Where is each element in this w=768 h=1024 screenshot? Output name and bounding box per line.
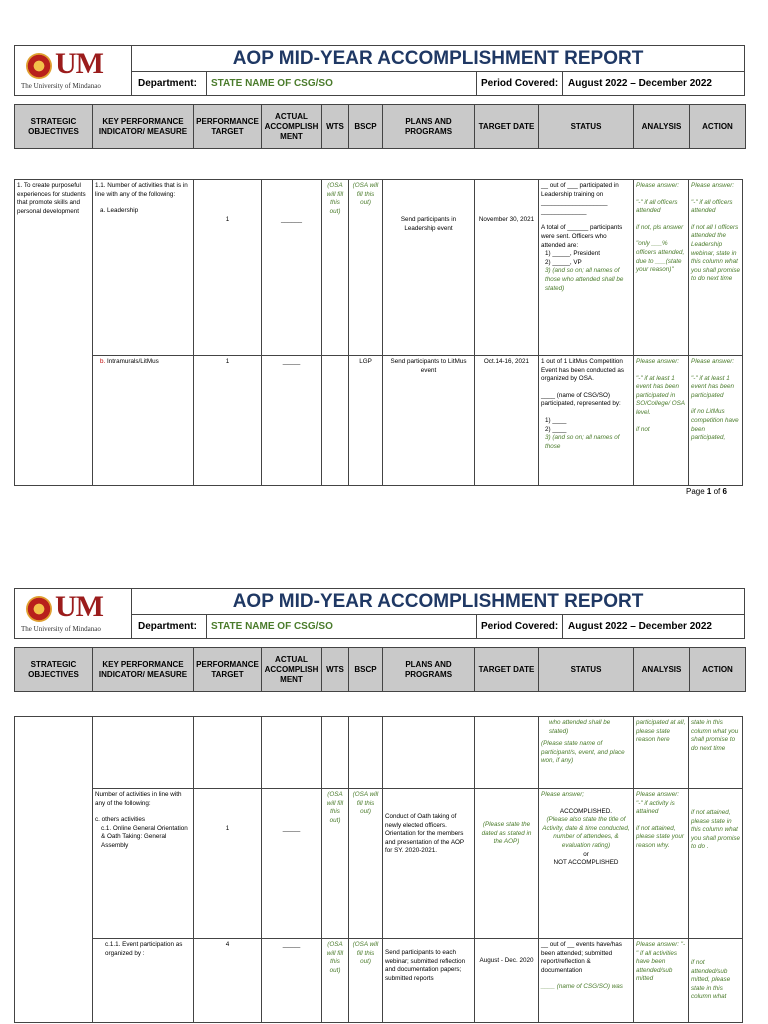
target-value: 1 <box>225 216 230 223</box>
plans-cell <box>383 717 475 789</box>
column-header-table <box>14 104 746 149</box>
actual-value: _____ <box>282 941 301 948</box>
page-number <box>686 487 727 496</box>
bscp-cell <box>349 180 383 356</box>
report-page-1 <box>14 45 745 496</box>
kpi-label: Intramurals/LitMus <box>105 358 159 365</box>
bscp-text: (OSA will fill this out) <box>352 941 379 966</box>
university-seal-icon <box>26 53 52 79</box>
logo-subtitle: The University of Mindanao <box>21 625 101 633</box>
analysis-text: "-" if all officers attended <box>636 198 678 215</box>
col-target-date: TARGET DATE <box>475 648 539 692</box>
report-header <box>14 45 745 97</box>
wts-text: (OSA will fill this out) <box>326 791 344 824</box>
action-text: if not attained, please state in this column what you shall promise to do . <box>691 809 740 851</box>
plans-text: Conduct of Oath taking of newly elected officers. Orientation for the members and presentation of the AOP for SY. 2020-2021. <box>385 813 465 855</box>
kpi-text: Number of activities in line with any of the following: <box>95 791 182 807</box>
analysis-cell <box>634 789 689 939</box>
col-analysis: ANALYSIS <box>634 648 690 692</box>
status-text: (Please state name of participant/s, event, and place won, if any) <box>541 740 625 765</box>
actual-value: _____ <box>282 825 301 832</box>
bscp-text: (OSA will fill this out) <box>352 791 379 816</box>
report-title: AOP MID-YEAR ACCOMPLISHMENT REPORT <box>132 45 745 72</box>
col-status: STATUS <box>539 105 634 149</box>
col-kpi: KEY PERFORMANCE INDICATOR/ MEASURE <box>93 105 194 149</box>
target-cell <box>194 356 262 486</box>
date-cell <box>475 180 539 356</box>
status-cell <box>539 180 634 356</box>
target-value: 4 <box>225 941 230 948</box>
col-performance-target: PERFORMANCE TARGET <box>194 105 262 149</box>
action-text: "-" if all officers attended <box>691 198 733 215</box>
col-plans-programs: PLANS AND PROGRAMS <box>383 105 475 149</box>
report-header <box>14 588 745 640</box>
target-cell <box>194 939 262 1023</box>
actual-cell <box>262 789 322 939</box>
objective-cell <box>15 180 93 486</box>
col-kpi: KEY PERFORMANCE INDICATOR/ MEASURE <box>93 648 194 692</box>
analysis-text: Please answer: "-" if all activities have been attended/sub mitted <box>636 941 686 983</box>
actual-cell <box>262 356 322 486</box>
department-row <box>132 615 745 639</box>
department-label: Department: <box>138 78 197 89</box>
wts-cell <box>322 939 349 1023</box>
report-title: AOP MID-YEAR ACCOMPLISHMENT REPORT <box>132 588 745 615</box>
page-number-of: of <box>711 487 723 496</box>
action-text: "-" if at least 1 event has been participated <box>691 374 735 399</box>
col-status: STATUS <box>539 648 634 692</box>
date-cell <box>475 789 539 939</box>
actual-cell <box>262 180 322 356</box>
table-row <box>15 180 743 356</box>
actual-cell <box>262 717 322 789</box>
plans-text: Send participants to each webinar; submitted reflection and documentation papers; submitted reports <box>385 949 466 982</box>
page-number-total: 6 <box>722 487 727 496</box>
status-text: 1 out of 1 LitMus Competition Event has been conducted as organized by OSA. <box>541 358 624 383</box>
status-cell <box>539 939 634 1023</box>
kpi-text: c. others activities <box>95 816 146 824</box>
analysis-cell <box>634 939 689 1023</box>
period-label: Period Covered: <box>476 615 562 638</box>
department-label: Department: <box>138 621 197 632</box>
table-row <box>15 789 743 939</box>
date-text: Oct.14-16, 2021 <box>483 358 530 365</box>
actual-value: _____ <box>282 358 301 365</box>
analysis-text: participated at all, please state reason here <box>636 719 686 744</box>
objective-text: 1. To create purposeful experiences for students that promote skills and personal development <box>17 182 86 215</box>
date-text: (Please state the dated as stated in the AOP) <box>481 821 532 846</box>
action-text: state in this column what you shall promise to do next time <box>691 719 739 752</box>
status-text: 1) _____, President <box>545 250 600 258</box>
university-logo <box>14 588 132 639</box>
status-text: __ out of __ events have/has been attended; submitted report/reflection & documentation <box>541 941 622 974</box>
plans-cell <box>383 789 475 939</box>
plans-cell <box>383 356 475 486</box>
action-cell <box>689 717 743 789</box>
col-performance-target: PERFORMANCE TARGET <box>194 648 262 692</box>
kpi-subitem <box>95 358 191 367</box>
analysis-text: Please answer: <box>636 182 680 189</box>
analysis-text: if not <box>636 425 650 433</box>
status-text: ACCOMPLISHED. <box>559 807 613 815</box>
col-action: ACTION <box>690 648 746 692</box>
target-value: 1 <box>225 358 230 365</box>
bscp-cell <box>349 356 383 486</box>
analysis-text: "-" if at least 1 event has been participated in SO/College/ OSA level. <box>636 374 685 416</box>
status-cell <box>539 789 634 939</box>
analysis-cell <box>634 180 689 356</box>
logo-text: UM <box>55 47 103 80</box>
analysis-text: if not, pls answer <box>636 223 684 231</box>
action-text: Please answer: <box>691 358 735 365</box>
analysis-cell <box>634 356 689 486</box>
page-number-label: Page <box>686 487 707 496</box>
column-header-table <box>14 647 746 692</box>
kpi-subitem: c.1.1. Event participation as organized by : <box>105 941 183 957</box>
kpi-prefix: b. <box>100 358 106 365</box>
col-strategic-objectives: STRATEGIC OBJECTIVES <box>15 648 93 692</box>
kpi-text: 1.1. Number of activities that is in line with any of the following: <box>95 182 188 198</box>
logo-text: UM <box>55 590 103 623</box>
date-cell <box>475 939 539 1023</box>
bscp-text: (OSA will fill this out) <box>352 182 379 207</box>
analysis-cell <box>634 717 689 789</box>
col-wts: WTS <box>322 105 349 149</box>
plans-text: Send participants to LitMus event <box>390 358 467 374</box>
status-cell <box>539 717 634 789</box>
status-text: 3) (and so on; all names of those <box>545 434 620 450</box>
objective-cell <box>15 717 93 1023</box>
kpi-cell <box>93 789 194 939</box>
date-cell <box>475 717 539 789</box>
status-text: __ out of ___ participated in Leadership training on ___________________ _____________ <box>541 182 619 215</box>
target-value: 1 <box>225 825 230 832</box>
analysis-text: if not attained, please state your reason why. <box>636 824 684 849</box>
target-cell <box>194 180 262 356</box>
target-cell <box>194 789 262 939</box>
analysis-text: Please answer: <box>636 791 680 798</box>
status-text: 2) ____ <box>545 425 567 433</box>
kpi-cell <box>93 939 194 1023</box>
status-cell <box>539 356 634 486</box>
report-page-2 <box>14 588 745 1001</box>
analysis-text: "only ___% officers attended, due to ___(state your reason)" <box>636 240 685 274</box>
plans-cell <box>383 180 475 356</box>
report-body-table <box>14 716 743 1023</box>
department-row <box>132 72 745 96</box>
plans-cell <box>383 939 475 1023</box>
status-text: 1) ____ <box>545 416 567 424</box>
date-cell <box>475 356 539 486</box>
status-text: A total of ______ participants were sent. Officers who attended are: <box>541 224 623 249</box>
wts-cell <box>322 180 349 356</box>
plans-text: Send participants in Leadership event <box>400 216 457 232</box>
analysis-text: Please answer: <box>636 358 680 365</box>
page-number-current: 1 <box>706 487 712 496</box>
period-value: August 2022 – December 2022 <box>562 615 745 638</box>
col-plans-programs: PLANS AND PROGRAMS <box>383 648 475 692</box>
action-text: iif no LitMus competition have been participated, <box>691 408 739 442</box>
date-text: November 30, 2021 <box>478 216 535 223</box>
kpi-subitem: a. Leadership <box>100 207 139 215</box>
status-text: ____ (name of CSG/SO) participated, represented by: <box>541 391 621 408</box>
kpi-cell <box>93 180 194 356</box>
kpi-cell <box>93 717 194 789</box>
university-seal-icon <box>26 596 52 622</box>
action-text: Please answer: <box>691 182 735 189</box>
bscp-cell <box>349 789 383 939</box>
status-text: 2) _____, VP <box>545 258 582 266</box>
bscp-cell <box>349 939 383 1023</box>
wts-cell <box>322 789 349 939</box>
table-row <box>15 717 743 789</box>
actual-cell <box>262 939 322 1023</box>
action-text: if not attended/sub mitted, please state in this column what <box>691 959 731 1001</box>
date-text: August - Dec. 2020 <box>479 957 534 964</box>
table-row <box>15 356 743 486</box>
wts-cell <box>322 356 349 486</box>
col-wts: WTS <box>322 648 349 692</box>
target-cell <box>194 717 262 789</box>
col-actual-accomplishment: ACTUAL ACCOMPLISH MENT <box>262 105 322 149</box>
action-cell <box>689 939 743 1023</box>
kpi-cell <box>93 356 194 486</box>
status-text: ____ (name of CSG/SO) was <box>541 983 623 991</box>
action-cell <box>689 180 743 356</box>
university-logo <box>14 45 132 96</box>
col-bscp: BSCP <box>349 648 383 692</box>
analysis-text: "-" if activity is attained <box>636 799 675 816</box>
wts-text: (OSA will fill this out) <box>326 941 344 974</box>
logo-subtitle: The University of Mindanao <box>21 82 101 90</box>
status-text: or <box>583 850 589 858</box>
action-text: if not all I officers attended the Leadership webinar, state in this column what you shall promise to do next time <box>691 223 740 283</box>
action-cell <box>689 356 743 486</box>
actual-value: ______ <box>280 216 302 223</box>
department-value: STATE NAME OF CSG/SO <box>206 615 476 638</box>
col-actual-accomplishment: ACTUAL ACCOMPLISH MENT <box>262 648 322 692</box>
wts-text: (OSA will fill this out) <box>326 182 344 215</box>
action-cell <box>689 789 743 939</box>
bscp-cell <box>349 717 383 789</box>
status-text: NOT ACCOMPLISHED <box>553 859 619 867</box>
status-text: 3) (and so on; all names of those who attended shall be stated) <box>545 267 624 292</box>
kpi-subitem: c.1. Online General Orientation & Oath Taking: General Assembly <box>101 824 188 849</box>
wts-cell <box>322 717 349 789</box>
col-strategic-objectives: STRATEGIC OBJECTIVES <box>15 105 93 149</box>
bscp-text: LGP <box>359 358 372 365</box>
col-analysis: ANALYSIS <box>634 105 690 149</box>
status-text: Please answer; <box>541 791 585 798</box>
period-label: Period Covered: <box>476 72 562 95</box>
col-bscp: BSCP <box>349 105 383 149</box>
status-text: (Please also state the title of Activity, date & time conducted, number of attendees, & evaluation rating) <box>542 816 630 849</box>
period-value: August 2022 – December 2022 <box>562 72 745 95</box>
status-text: who attended shall be stated) <box>549 719 611 735</box>
department-value: STATE NAME OF CSG/SO <box>206 72 476 95</box>
col-action: ACTION <box>690 105 746 149</box>
report-body-table <box>14 179 743 486</box>
col-target-date: TARGET DATE <box>475 105 539 149</box>
table-row <box>15 939 743 1023</box>
